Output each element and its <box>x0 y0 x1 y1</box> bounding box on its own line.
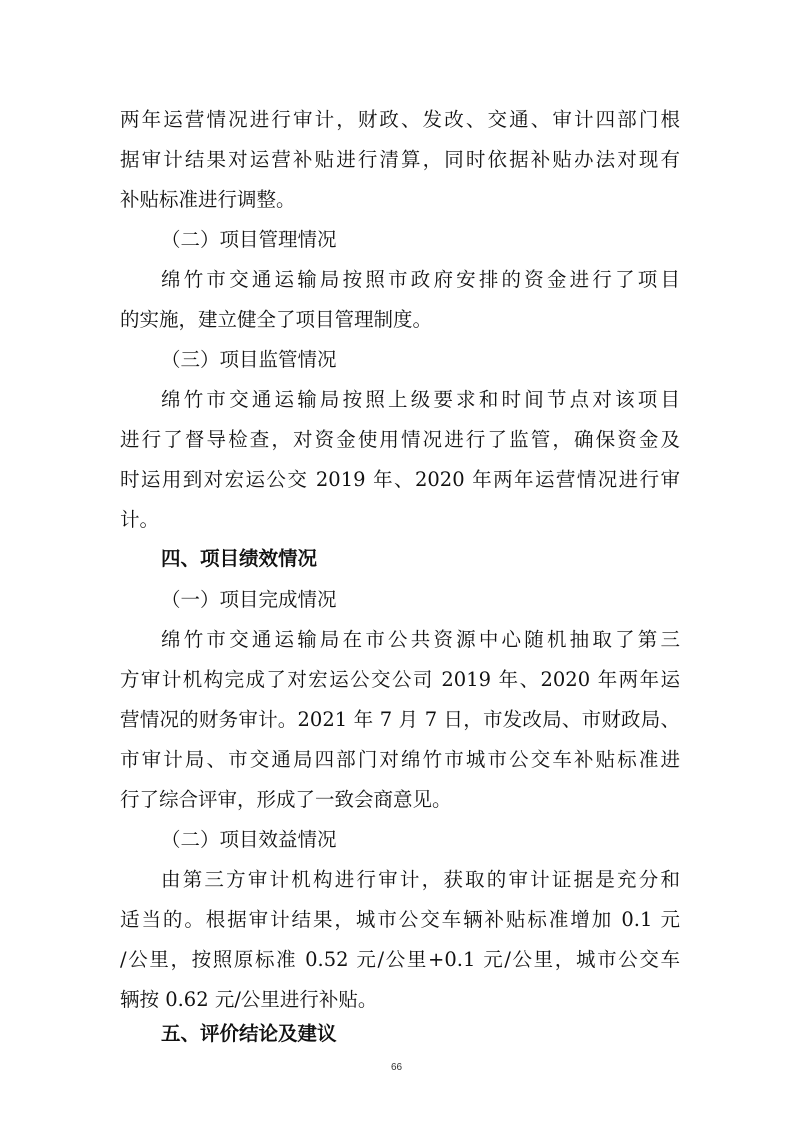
subsection-heading: （三）项目监管情况 <box>161 348 337 371</box>
body-text-line: 计。 <box>120 508 160 531</box>
body-text-line: 两年运营情况进行审计，财政、发改、交通、审计四部门根 <box>120 108 680 131</box>
body-text-line: 时运用到对宏运公交 2019 年、2020 年两年运营情况进行审 <box>120 468 680 491</box>
body-text-line: 绵竹市交通运输局按照上级要求和时间节点对该项目 <box>161 388 680 411</box>
body-text-line: 方审计机构完成了对宏运公交公司 2019 年、2020 年两年运 <box>120 668 680 691</box>
section-heading: 五、评价结论及建议 <box>161 1022 337 1045</box>
body-text-line: 由第三方审计机构进行审计，获取的审计证据是充分和 <box>161 868 680 891</box>
body-text-line: 营情况的财务审计。2021 年 7 月 7 日，市发改局、市财政局、 <box>120 708 680 731</box>
body-text-line: 绵竹市交通运输局按照市政府安排的资金进行了项目 <box>161 268 680 291</box>
body-text-line: 适当的。根据审计结果，城市公交车辆补贴标准增加 0.1 元 <box>120 908 680 931</box>
body-text-line: 据审计结果对运营补贴进行清算，同时依据补贴办法对现有 <box>120 148 680 171</box>
page-number: 66 <box>390 1062 403 1073</box>
body-text-line: /公里，按照原标准 0.52 元/公里+0.1 元/公里，城市公交车 <box>120 948 680 971</box>
body-text-line: 进行了督导检查，对资金使用情况进行了监管，确保资金及 <box>120 428 680 451</box>
body-text-line: 市审计局、市交通局四部门对绵竹市城市公交车补贴标准进 <box>120 748 680 771</box>
section-heading: 四、项目绩效情况 <box>161 547 318 570</box>
subsection-heading: （一）项目完成情况 <box>161 588 337 611</box>
body-text-line: 的实施，建立健全了项目管理制度。 <box>120 308 433 331</box>
body-text-line: 行了综合评审，形成了一致会商意见。 <box>120 788 452 811</box>
body-text-line: 辆按 0.62 元/公里进行补贴。 <box>120 988 378 1011</box>
subsection-heading: （二）项目管理情况 <box>161 228 337 251</box>
body-text-line: 绵竹市交通运输局在市公共资源中心随机抽取了第三 <box>161 628 680 651</box>
subsection-heading: （二）项目效益情况 <box>161 828 337 851</box>
body-text-line: 补贴标准进行调整。 <box>120 188 296 211</box>
